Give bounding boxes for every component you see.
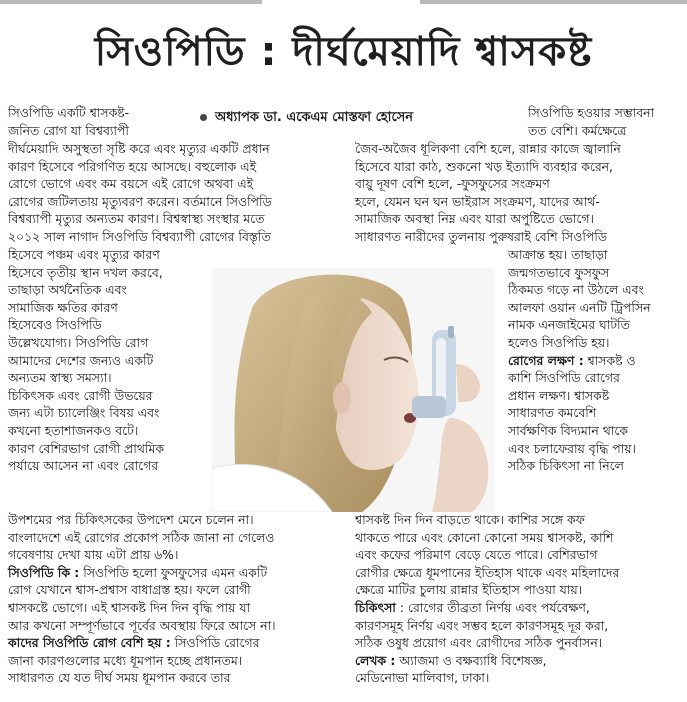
text-line: হলেও সিওপিডি হয়। [508, 334, 610, 350]
text-line: শ্বাসকষ্টে ভোগে। এই শ্বাসকষ্ট দিন দিন বৃদ্ধি পায় যা [8, 599, 251, 615]
text-line: নামক এনজাইমের ঘাটতি [508, 317, 630, 333]
text-line: এবং কফের পরিমাণ বেড়ে যেতে পারে। বেশিরভাগ [355, 547, 598, 563]
text-line: পর্যায়ে আসেন না এবং রোগের [8, 458, 159, 474]
text-line: সাধারণত নারীদের তুলনায় পুরুষরাই বেশি সিওপিডি [355, 228, 607, 244]
section-what-heading: সিওপিডি কি : [8, 564, 80, 580]
headline: সিওপিডি : দীর্ঘমেয়াদি শ্বাসকষ্ট [94, 29, 593, 75]
text-line: জনিত রোগ যা বিশ্বব্যাপী [8, 122, 129, 138]
text-line: সামাজিক ক্ষতির কারণ [8, 299, 118, 315]
text-line: গবেষণায় দেখা যায় এটা প্রায় ৬%। [8, 547, 179, 563]
photo-woman-inhaler [212, 268, 494, 512]
text-line: রোগে ভোগে এবং কম বয়সে এই রোগে অথবা এই [8, 176, 254, 192]
text-line: ঠিকমত গড়ে না উঠলে এবং [508, 282, 644, 298]
text-line: কখনো হতাশাজনকও বটে। [8, 422, 139, 438]
text-line: জন্মগতভাবে ফুসফুস [508, 264, 610, 280]
top-left-intro [8, 104, 129, 139]
text-span: সিওপিডি হলো ফুসফুসের এমন একটি [79, 564, 268, 580]
text-line: রোগীর ক্ষেত্রে ধূমপানের ইতিহাস থাকে এবং মহিলাদের [355, 564, 620, 580]
left-bottom-block [8, 511, 276, 687]
text-line: চিকিৎসক এবং রোগী উভয়ের [8, 387, 153, 403]
text-line: হিসেবেও সিওপিডি [8, 317, 102, 333]
text-line: আলফা ওয়ান এনটি ট্রিপসিন [508, 299, 651, 315]
text-line: বাংলাদেশে এই রোগের প্রকোপ সঠিক জানা না গেলেও [8, 529, 275, 545]
text-line: দীর্ঘমেয়াদি অসুস্থতা সৃষ্টি করে এবং মৃত্যুর একটি প্রধান [8, 141, 270, 156]
section-symptom-heading: রোগের লক্ষণ : [508, 352, 584, 368]
text-span: অ্যাজমা ও বক্ষব্যাধি বিশেষজ্ঞ, [395, 652, 547, 668]
text-line: সামাজিক অবস্থা নিম্ন এবং যারা অপুষ্টিতে ভোগে। [355, 211, 594, 227]
text-line: আর কখনো সম্পূর্ণভাবে পূর্বের অবস্থায় ফিরে আসে না। [8, 617, 276, 633]
section-who-first-line [8, 634, 276, 652]
right-narrow-block [508, 246, 651, 475]
byline [200, 108, 490, 129]
text-line: শ্বাসকষ্ট দিন দিন বাড়তে থাকে। কাশির সঙ্গে কফ [355, 512, 585, 527]
text-line: প্রধান লক্ষণ। শ্বাসকষ্ট [508, 387, 610, 403]
text-line: জন্য এটা চ্যালেঞ্জিং বিষয় এবং [8, 405, 160, 421]
text-line: সঠিক ওষুধ প্রয়োগ এবং রোগীদের সঠিক পুনর্বাসন। [355, 635, 603, 651]
section-symptom-first-line [508, 352, 651, 370]
text-line: ক্ষেত্রে মাটির চুলায় রান্নার ইতিহাস পাওয়া যায়। [355, 582, 583, 598]
text-line: সাধারণত কমবেশি [508, 405, 597, 421]
text-line: উপশমের পর চিকিৎসকের উপদেশ মেনে চলেন না। [8, 512, 254, 527]
text-line: থাকতে পারে এবং কোনো কোনো সময় শ্বাসকষ্ট, কাশি [355, 529, 614, 545]
text-line: কারণ হিসেবে পরিগণিত হয়ে আসছে। বহুলোক এই [8, 158, 257, 174]
text-line: সঠিক চিকিৎসা না নিলে [508, 458, 624, 474]
text-line: উল্লেখযোগ্য। সিওপিডি রোগ [8, 334, 149, 350]
inhaler-photo-illustration [212, 268, 494, 512]
section-what-first-line [8, 564, 276, 582]
text-line: জানা কারণগুলোর মধ্যে ধূমপান হচ্ছে প্রধানতম। [8, 652, 243, 668]
right-bottom-block [355, 511, 619, 687]
left-narrow-block [8, 246, 164, 475]
text-line: ২০১২ সাল নাগাদ সিওপিডি বিশ্বব্যাপী রোগের বিস্তৃতি [8, 228, 271, 244]
text-line: বায়ু দূষণ বেশি হলে, -ফুসফুসের সংক্রমণ [355, 176, 550, 192]
text-line: জৈব-অজৈব ধূলিকণা বেশি হলে, রান্নার কাজে জ্বালানি [355, 141, 621, 156]
text-line: রোগ যেখানে শ্বাস-প্রশ্বাস বাধাগ্রস্ত হয়। ফলে রোগী [8, 582, 251, 598]
text-line: রোগের জটিলতায় মৃত্যুবরণ করেন। বর্তমানে সিওপিডি [8, 193, 272, 209]
text-line: এবং চলাফেরায় বৃদ্ধি পায়। [508, 440, 636, 456]
author-heading: লেখক : [355, 652, 396, 668]
top-right-intro [528, 104, 654, 139]
left-wide-block [8, 140, 272, 246]
section-who-heading: কাদের সিওপিডি রোগ বেশি হয় : [8, 635, 171, 651]
text-line: সিওপিডি একটি শ্বাসকষ্ট- [8, 105, 130, 120]
section-treatment-heading: চিকিৎসা [355, 599, 396, 615]
text-line: হিসেবে পঞ্চম এবং মৃত্যুর কারণ [8, 247, 160, 262]
text-line: হিসেবে তৃতীয় স্থান দখল করবে, [8, 264, 163, 280]
text-span: : রোগের তীব্রতা নির্ণয় এবং পর্যবেক্ষণ, [395, 599, 590, 615]
text-line: হিসেবে যারা কাঠ, শুকনো খড় ইত্যাদি ব্যবহার করেন, [355, 158, 613, 174]
text-line: সিওপিডি হওয়ার সম্ভাবনা [528, 105, 655, 120]
text-line: আক্রান্ত হয়। তাছাড়া [508, 247, 608, 262]
text-line: বিশ্বব্যাপী মৃত্যুর অন্যতম কারণ। বিশ্বস্বাস্থ্য সংস্থার মতে [8, 211, 265, 227]
text-line: সাধারণত যে যত দীর্ঘ সময় ধূমপান করবে তার [8, 670, 231, 686]
bullet-icon [200, 114, 207, 121]
text-line: কারণ বেশিরভাগ রোগী প্রাথমিক [8, 440, 165, 456]
byline-text: অধ্যাপক ডা. একেএম মোস্তফা হোসেন [215, 110, 414, 125]
text-line: কাশি সিওপিডি রোগের [508, 370, 620, 386]
section-treatment-first-line [355, 599, 619, 617]
author-first-line [355, 652, 619, 670]
text-span: সিওপিডি রোগের [170, 635, 260, 651]
top-rule-left [0, 0, 262, 4]
text-line: অন্যতম স্বাস্থ্য সমস্যা। [8, 370, 112, 386]
right-wide-block [355, 140, 621, 246]
text-line: হলে, যেমন ঘন ঘন ভাইরাস সংক্রমণ, যাদের আর্থ- [355, 193, 600, 209]
text-line: সার্বক্ষণিক বিদ্যমান থাকে [508, 422, 628, 438]
text-line: তত বেশি। কর্মক্ষেত্রে [528, 122, 627, 138]
text-span: শ্বাসকষ্ট ও [583, 352, 636, 368]
text-line: আমাদের দেশের জন্যও একটি [8, 352, 154, 368]
text-line: কারণসমূহ নির্ণয় এবং সম্ভব হলে কারণসমূহ দূর করা, [355, 617, 609, 633]
text-line: মেডিনোভা মালিবাগ, ঢাকা। [355, 670, 490, 686]
text-line: তাছাড়া অর্থনৈতিক এবং [8, 282, 127, 298]
top-rule-right [420, 0, 687, 4]
